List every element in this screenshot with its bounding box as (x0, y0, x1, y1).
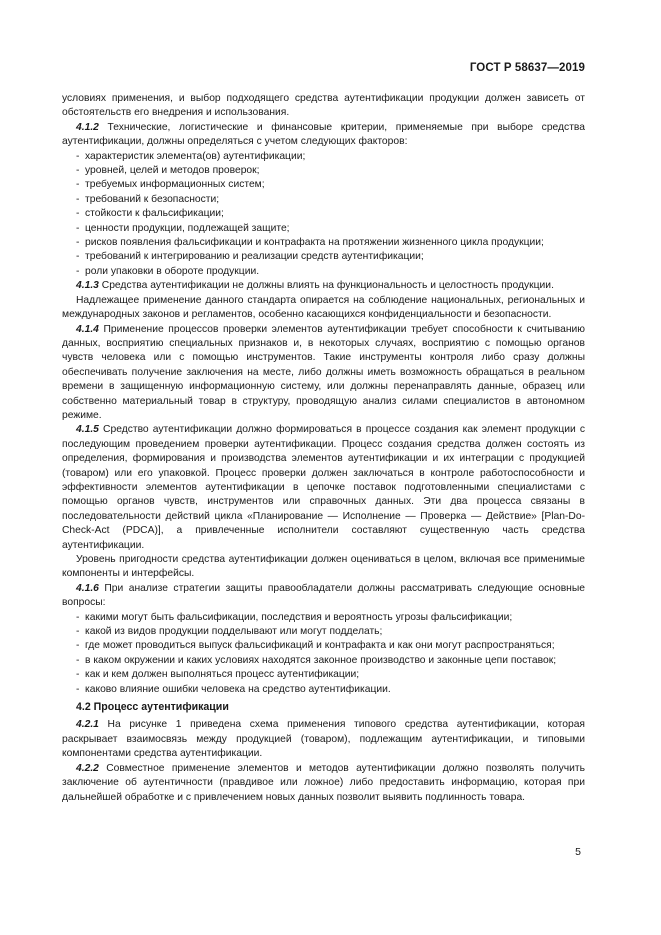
list-item: - где может проводиться выпуск фальсификаций и контрафакта и как они могут распространяться; (76, 640, 555, 652)
clause-number: 4.2.1 (76, 719, 99, 731)
section-title: Процесс аутентификации (90, 701, 229, 714)
section-heading (62, 700, 585, 714)
clause-number: 4.1.5 (76, 424, 99, 436)
paragraph: условиях применения, и выбор подходящего средства аутентификации продукции должен зависеть от обстоятельств его внедрения и использования. (62, 93, 585, 119)
paragraph-4-1-3: 4.1.3 Средства аутентификации не должны влиять на функциональность и целостность продукции. (76, 280, 554, 292)
list-item: - характеристик элемента(ов) аутентификации; (76, 150, 306, 162)
list-item: - в каком окружении и каких условиях находятся законное производство и законные цепи поставок; (76, 654, 557, 666)
factors-list (62, 150, 585, 280)
list-item: - рисков появления фальсификации и контрафакта на протяжении жизненного цикла продукции; (76, 237, 544, 249)
list-item: - уровней, целей и методов проверок; (76, 165, 260, 177)
list-item: - требований к интегрированию и реализации средств аутентификации; (76, 251, 424, 263)
paragraph-4-2-1: 4.2.1 На рисунке 1 приведена схема применения типового средства аутентификации, которая раскрывает взаимосвязь между продукцией (товаром), подлежащим аутентификации, и типовыми компонентами средства аутентификации. (62, 719, 585, 760)
clause-number: 4.1.4 (76, 323, 99, 335)
list-item: - требований к безопасности; (76, 193, 220, 205)
section-number: 4.2 (76, 701, 91, 714)
list-item: - какой из видов продукции подделывают или могут подделать; (76, 626, 383, 638)
paragraph-4-2-2: 4.2.2 Совместное применение элементов и методов аутентификации должно позволять получить заключение об аутентичности (правдивое или ложное) либо предоставить информацию, которая при дальнейшей обработке и с привлечением новых данных позволит выявить подлинность товара. (62, 762, 585, 803)
document-body (62, 92, 585, 805)
paragraph-4-1-4: 4.1.4 Применение процессов проверки элементов аутентификации требует способности к считыванию данных, восприятию специальных признаков и, в некоторых случаях, восприятию с помощью органов чувств человека или с помощью инструментов. Такие инструменты контроля либо сразу должны обеспечивать получение заключения на месте, либо должны иметь возможность обращаться в реальном времени в защищенную информационную систему, или должны перенаправлять данные, образец или собственно материальный товар в структуру, проводящую анализ силами специалистов в автономном режиме. (62, 323, 585, 421)
clause-number: 4.1.2 (76, 121, 99, 133)
document-id: ГОСТ Р 58637—2019 (469, 62, 585, 74)
paragraph-4-1-5: 4.1.5 Средство аутентификации должно формироваться в процессе создания как элемент продукции с последующим проведением проверки аутентификации. Процесс создания средства должен состоять из определения, формирования и производства элементов аутентификации и их интеграции с продукцией (товаром) или его упаковкой. Процесс проверки должен заключаться в контроле работоспособности и эффективности элементов аутентификации в цепочке поставок подготовленными специалистами с помощью органов чувств, инструментов или справочных данных. Эти два процесса связаны в последовательности действий цикла «Планирование — Исполнение — Проверка — Действие» [Plan-Do-Check-Act (PDCA)], а привлеченные исполнители составляют существенную часть средства аутентификации. (62, 424, 585, 551)
list-item: - стойкости к фальсификации; (76, 208, 224, 220)
paragraph: Уровень пригодности средства аутентификации должен оцениваться в целом, включая все применимые компоненты и интерфейсы. (62, 554, 585, 580)
page-number: 5 (575, 846, 581, 858)
paragraph-4-1-6: 4.1.6 При анализе стратегии защиты правообладатели должны рассматривать следующие основные вопросы: (62, 582, 585, 609)
list-item: - требуемых информационных систем; (76, 179, 265, 191)
paragraph-4-1-2: 4.1.2 Технические, логистические и финансовые критерии, применяемые при выборе средства аутентификации, должны определяться с учетом следующих факторов: (62, 121, 585, 148)
questions-list (62, 611, 585, 697)
list-item: - каково влияние ошибки человека на средство аутентификации. (76, 683, 391, 695)
list-item: - роли упаковки в обороте продукции. (76, 265, 260, 277)
list-item: - как и кем должен выполняться процесс аутентификации; (76, 669, 360, 681)
list-item: - какими могут быть фальсификации, последствия и вероятность угрозы фальсификации; (76, 611, 513, 623)
paragraph: Надлежащее применение данного стандарта опирается на соблюдение национальных, региональных и международных законов и регламентов, особенно касающихся конфиденциальности и безопасности. (62, 294, 585, 321)
clause-number: 4.1.6 (76, 582, 99, 594)
clause-number: 4.1.3 (76, 280, 99, 292)
clause-number: 4.2.2 (76, 762, 99, 774)
list-item: - ценности продукции, подлежащей защите; (76, 222, 290, 234)
